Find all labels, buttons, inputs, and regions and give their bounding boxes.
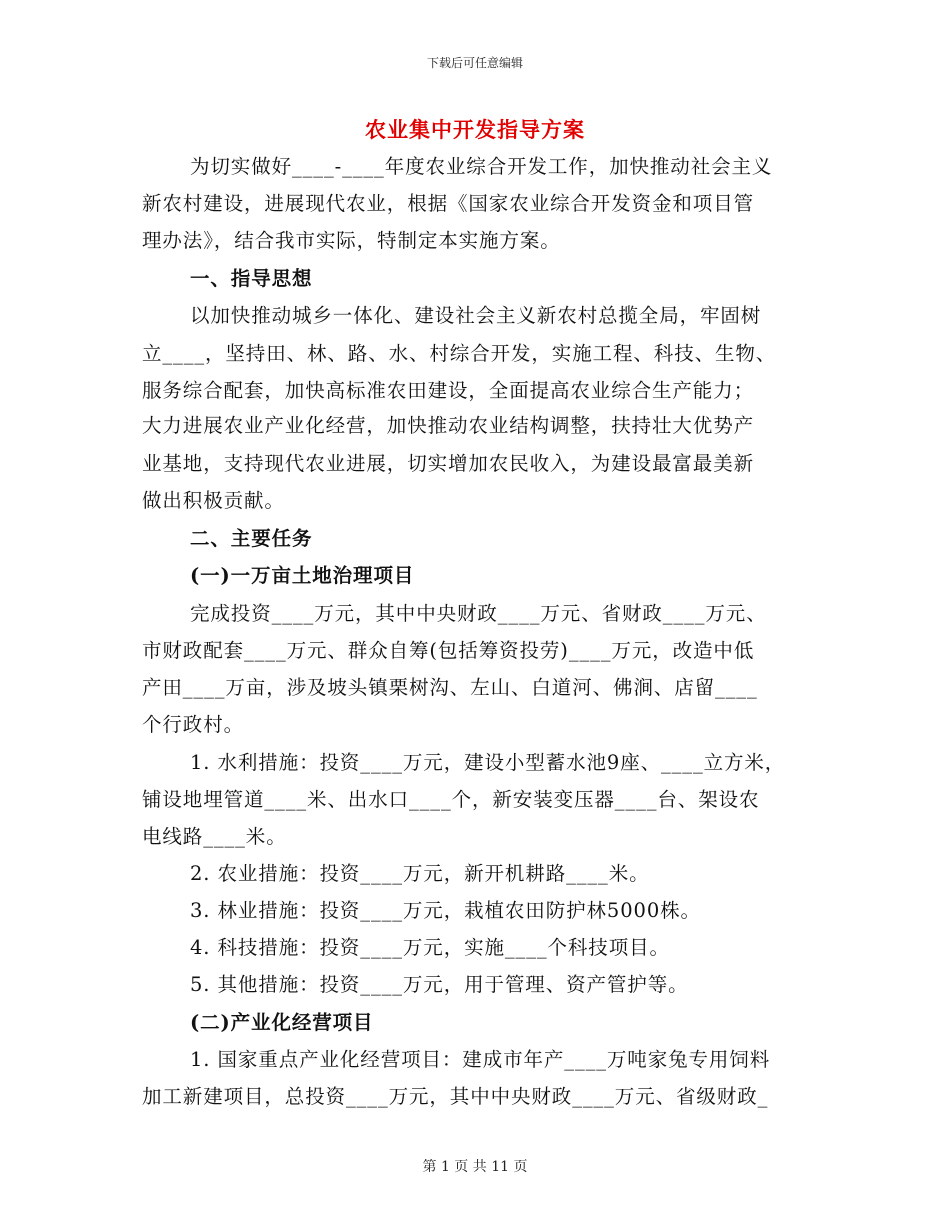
paragraph-line: 大力进展农业产业化经营，加快推动农业结构调整，扶持壮大优势产 (142, 414, 755, 437)
paragraph-line: 市财政配套____万元、群众自筹(包括筹资投劳)____万元，改造中低 (142, 639, 755, 662)
paragraph-line: 完成投资____万元，其中中央财政____万元、省财政____万元、 (190, 602, 767, 625)
paragraph-line: 新农村建设，进展现代农业，根据《国家农业综合开发资金和项目管 (142, 192, 755, 215)
paragraph-line: 做出积极贡献。 (142, 489, 285, 512)
paragraph-line: 加工新建项目，总投资____万元，其中中央财政____万元、省级财政_ (142, 1085, 769, 1108)
list-item: 5. 其他措施：投资____万元，用于管理、资产管护等。 (190, 973, 689, 996)
section-heading: 二、主要任务 (190, 527, 313, 550)
page-footer: 第 1 页 共 11 页 (422, 1159, 528, 1175)
paragraph-line: 以加快推动城乡一体化、建设社会主义新农村总揽全局，牢固树 (190, 304, 762, 327)
subsection-heading: (一)一万亩土地治理项目 (190, 564, 415, 587)
paragraph-line: 服务综合配套，加快高标准农田建设，全面提高农业综合生产能力； (142, 379, 755, 402)
list-item: 4. 科技措施：投资____万元，实施____个科技项目。 (190, 936, 670, 959)
paragraph-line: 理办法》，结合我市实际，特制定本实施方案。 (142, 229, 561, 252)
paragraph-line: 产田____万亩，涉及坡头镇栗树沟、左山、白道河、佛涧、店留____ (142, 676, 758, 699)
section-heading: 一、指导思想 (190, 267, 313, 290)
paragraph-line: 业基地，支持现代农业进展，切实增加农民收入，为建设最富最美新 (142, 452, 755, 475)
paragraph-line: 为切实做好____-____年度农业综合开发工作，加快推动社会主义 (190, 155, 773, 178)
document-title: 农业集中开发指导方案 (365, 117, 585, 142)
paragraph-line: 个行政村。 (142, 713, 245, 736)
list-item: 1. 水利措施：投资____万元，建设小型蓄水池9座、____立方米， (190, 751, 786, 774)
list-item: 1. 国家重点产业化经营项目：建成市年产____万吨家兔专用饲料 (190, 1048, 771, 1071)
paragraph-line: 立____，坚持田、林、路、水、村综合开发，实施工程、科技、生物、 (142, 342, 777, 365)
list-item: 2. 农业措施：投资____万元，新开机耕路____米。 (190, 862, 650, 885)
paragraph-line: 铺设地埋管道____米、出水口____个，新安装变压器____台、架设农 (142, 788, 760, 811)
subsection-heading: (二)产业化经营项目 (190, 1011, 374, 1034)
list-item: 3. 林业措施：投资____万元，栽植农田防护林5000株。 (190, 899, 701, 922)
header-note: 下载后可任意编辑 (426, 56, 523, 70)
paragraph-line: 电线路____米。 (142, 825, 287, 848)
